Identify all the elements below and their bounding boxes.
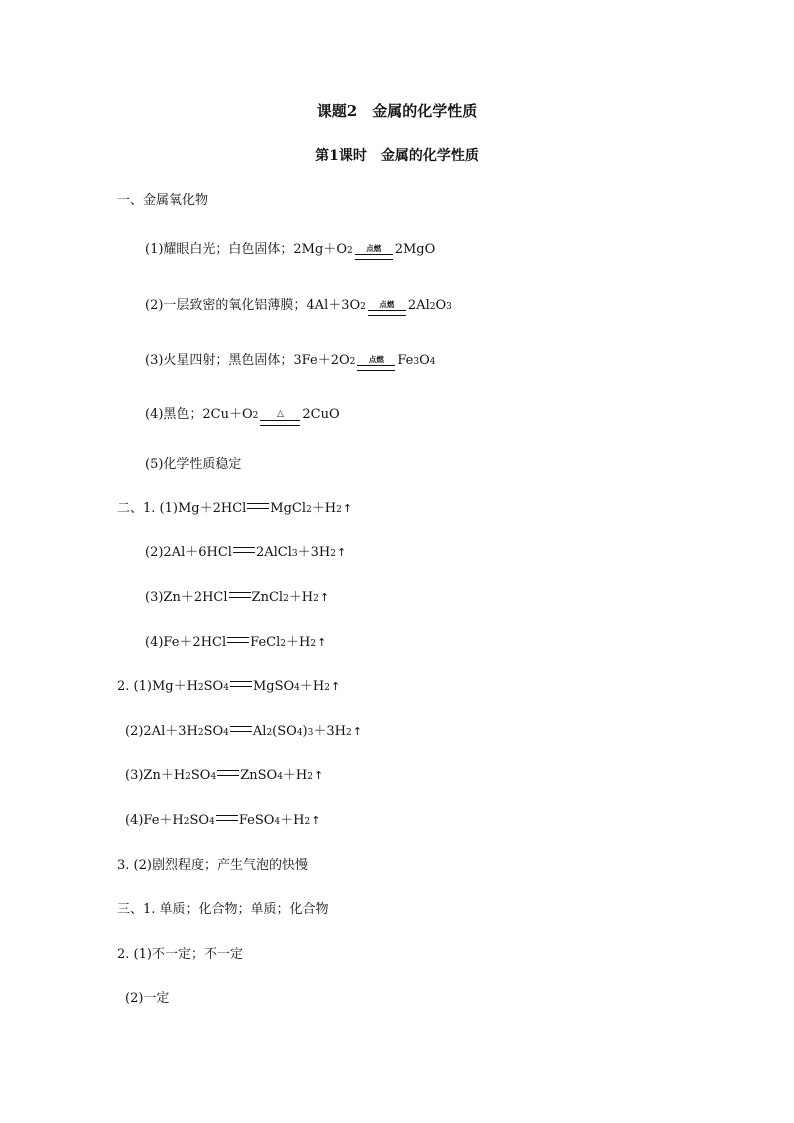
equals-sign xyxy=(229,592,251,598)
equals-sign xyxy=(227,637,249,643)
section-2-line-4: (4)Fe＋2HCl FeCl 2 ＋H 2 ↑ xyxy=(145,635,327,650)
reaction-condition: 点燃 xyxy=(368,301,406,316)
section-2-line-8: (4)Fe＋H 2 SO 4 FeSO 4 ＋H 2 ↑ xyxy=(125,813,321,828)
gas-arrow-icon: ↑ xyxy=(317,636,327,649)
gas-arrow-icon: ↑ xyxy=(311,814,321,827)
equals-sign xyxy=(216,815,238,821)
section-2-line-7: (3)Zn＋H 2 SO 4 ZnSO 4 ＋H 2 ↑ xyxy=(125,768,324,783)
gas-arrow-icon: ↑ xyxy=(330,680,341,693)
equals-sign xyxy=(230,726,252,732)
gas-arrow-icon: ↑ xyxy=(336,546,347,559)
gas-arrow-icon: ↑ xyxy=(319,591,330,604)
equation-line-2: (2)一层致密的氧化铝薄膜；4Al＋3O 2 点燃 2Al 2 O 3 xyxy=(145,299,452,318)
section-2-line-2: (2)2Al＋6HCl 2AlCl 3 ＋3H 2 ↑ xyxy=(145,545,347,560)
section-3-line-1: 三、1. 单质；化合物；单质；化合物 xyxy=(117,902,329,917)
equation-line-4: (4)黑色；2Cu＋O 2 △ 2CuO xyxy=(145,408,340,428)
reaction-condition: 点燃 xyxy=(355,245,393,260)
gas-arrow-icon: ↑ xyxy=(342,502,353,515)
equals-sign xyxy=(260,420,300,426)
gas-arrow-icon: ↑ xyxy=(352,725,362,738)
heat-condition: △ xyxy=(260,410,300,426)
gas-arrow-icon: ↑ xyxy=(314,769,324,782)
section-2-line-9: 3. (2)剧烈程度；产生气泡的快慢 xyxy=(117,858,308,873)
equals-sign xyxy=(233,547,255,553)
equals-sign xyxy=(247,503,269,509)
equals-sign xyxy=(355,254,393,260)
equals-sign xyxy=(368,310,406,316)
section-2-line-3: (3)Zn＋2HCl ZnCl 2 ＋H 2 ↑ xyxy=(145,590,330,605)
lesson-subtitle: 第1课时 金属的化学性质 xyxy=(315,148,479,164)
equals-sign xyxy=(357,365,395,371)
equals-sign xyxy=(230,681,252,687)
section-3-line-3: (2)一定 xyxy=(125,991,170,1006)
section-2-line-6: (2)2Al＋3H 2 SO 4 Al 2 (SO 4 ) 3 ＋3H 2 ↑ xyxy=(125,724,362,739)
answer-line-5: (5)化学性质稳定 xyxy=(145,457,242,472)
page-title: 课题2 金属的化学性质 xyxy=(316,102,478,120)
section-2-line-5: 2. (1)Mg＋H 2 SO 4 MgSO 4 ＋H 2 ↑ xyxy=(117,679,341,694)
section-2-line-1: 二、1. (1)Mg＋2HCl MgCl 2 ＋H 2 ↑ xyxy=(117,501,353,516)
section-1-heading: 一、金属氧化物 xyxy=(117,193,209,208)
equals-sign xyxy=(217,770,239,776)
section-3-line-2: 2. (1)不一定；不一定 xyxy=(117,947,243,962)
equation-line-1: (1)耀眼白光；白色固体；2Mg＋O 2 点燃 2MgO xyxy=(145,243,435,262)
equation-line-3: (3)火星四射；黑色固体；3Fe＋2O 2 点燃 Fe 3 O 4 xyxy=(145,354,436,373)
reaction-condition: 点燃 xyxy=(357,356,395,371)
